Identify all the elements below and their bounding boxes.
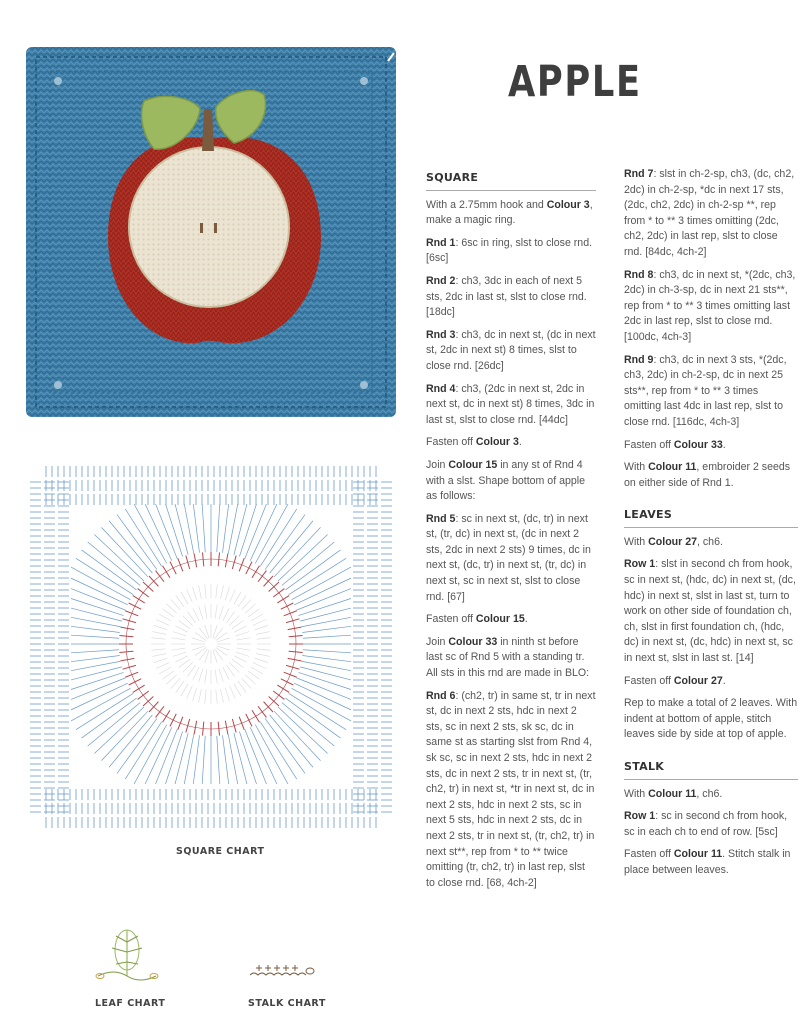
- instruction-rnd1: Rnd 1: 6sc in ring, slst to close rnd. [6sc]: [426, 236, 593, 265]
- leaves-intro: With Colour 27, ch6.: [624, 535, 723, 548]
- instruction-join-colour33: Join Colour 33 in ninth st before last sc of Rnd 5 with a standing tr. All sts in this rnd are made in BLO:: [426, 635, 590, 680]
- instruction-rnd5: Rnd 5: sc in next st, (dc, tr) in next st, (tr, dc) in next st, (dc in next 2 sts, 2dc in next 2 sts) 9 times, dc in next st, (dc, tr) in next st, (tr, dc) in next st, sc in next st, slst to close rnd. [67]: [426, 512, 591, 603]
- stalk-chart-label: STALK CHART: [248, 998, 326, 1009]
- leaf-chart: [94, 928, 160, 984]
- leaves-repeat: Rep to make a total of 2 leaves. With indent at bottom of apple, stitch leaves side by side at top of apple.: [624, 697, 798, 741]
- instruction-rnd9: Rnd 9: ch3, dc in next 3 sts, *(2dc, ch3, 2dc) in ch-2-sp, dc in next 25 sts**, rep from * to ** 3 times omitting last 4dc in last rep, slst to close rnd. [116dc, 4ch-3]: [624, 353, 787, 428]
- section-heading-stalk: STALK: [624, 759, 798, 780]
- leaves-row1: Row 1: slst in second ch from hook, sc in next st, (hdc, dc) in next st, (dc, hdc) in next st, slst in last st, turn to work on other side of foundation ch, ch, slst in first foundation ch, (hdc, dc) in next st, (dc, hdc) in next st, sc in next st, slst in last st. [14]: [624, 558, 796, 665]
- instructions-column-1: [426, 170, 596, 898]
- stalk-intro: With Colour 11, ch6.: [624, 787, 723, 800]
- instruction-intro: With a 2.75mm hook and Colour 3, make a magic ring.: [426, 198, 593, 227]
- instruction-fasten-colour33: Fasten off Colour 33.: [624, 438, 726, 451]
- leaves-fasten: Fasten off Colour 27.: [624, 674, 726, 687]
- apple-square-photo: [26, 47, 396, 417]
- instruction-rnd6: Rnd 6: (ch2, tr) in same st, tr in next st, dc in next 2 sts, hdc in next 2 sts, sc in next 2 sts, sk sc, dc in same st as starting slst from Rnd 4, sk sc, sc in next 2 sts, hdc in next 2 sts, dc in next 2 sts, tr in next st, (tr, ch2, tr) in next st, *tr in next st, dc in next 2 sts, hdc in next 2 sts, sc in next 5 sts, hdc in next 2 sts, dc in next 2 sts, tr in next st, (tr, ch2, tr) in next st**, rep from * to ** twice omitting (tr, ch2, tr) in last rep, slst to close rnd. [68, 4ch-2]: [426, 689, 596, 889]
- section-heading-square: SQUARE: [426, 170, 596, 191]
- instruction-rnd8: Rnd 8: ch3, dc in next st, *(2dc, ch3, 2dc) in ch-3-sp, dc in next 21 sts**, rep from * to ** 3 times omitting last 2dc in last rep, slst to close rnd. [100dc, 4ch-3]: [624, 268, 796, 343]
- pattern-title: APPLE: [508, 57, 642, 107]
- square-chart: [26, 462, 396, 836]
- instruction-rnd7: Rnd 7: slst in ch-2-sp, ch3, (dc, ch2, 2dc) in ch-2-sp, *dc in next 17 sts, (2dc, ch2, 2dc) in ch-2-sp **, rep from * to ** 3 times omitting (2dc, ch2, 2dc) in last rep, slst to close rnd. [84dc, 4ch-2]: [624, 168, 795, 258]
- section-heading-leaves: LEAVES: [624, 507, 798, 528]
- leaf-chart-label: LEAF CHART: [95, 998, 166, 1009]
- instruction-fasten-colour15: Fasten off Colour 15.: [426, 613, 528, 626]
- stalk-fasten: Fasten off Colour 11. Stitch stalk in place between leaves.: [624, 848, 791, 876]
- instructions-column-2: [624, 167, 798, 886]
- instruction-rnd4: Rnd 4: ch3, (2dc in next st, 2dc in next st, dc in next st) 8 times, 3dc in last st, slst to close rnd. [44dc]: [426, 382, 595, 426]
- instruction-rnd3: Rnd 3: ch3, dc in next st, (dc in next st, 2dc in next st) 8 times, slst to close rnd. [26dc]: [426, 328, 596, 372]
- instruction-join-colour15: Join Colour 15 in any st of Rnd 4 with a slst. Shape bottom of apple as follows:: [426, 458, 585, 503]
- stalk-chart: [246, 963, 316, 979]
- square-chart-label: SQUARE CHART: [176, 846, 265, 857]
- instruction-embroider: With Colour 11, embroider 2 seeds on either side of Rnd 1.: [624, 461, 791, 489]
- instruction-rnd2: Rnd 2: ch3, 3dc in each of next 5 sts, 2dc in last st, slst to close rnd. [18dc]: [426, 274, 587, 319]
- instruction-fasten-colour3: Fasten off Colour 3.: [426, 436, 522, 449]
- stalk-row1: Row 1: sc in second ch from hook, sc in each ch to end of row. [5sc]: [624, 810, 788, 838]
